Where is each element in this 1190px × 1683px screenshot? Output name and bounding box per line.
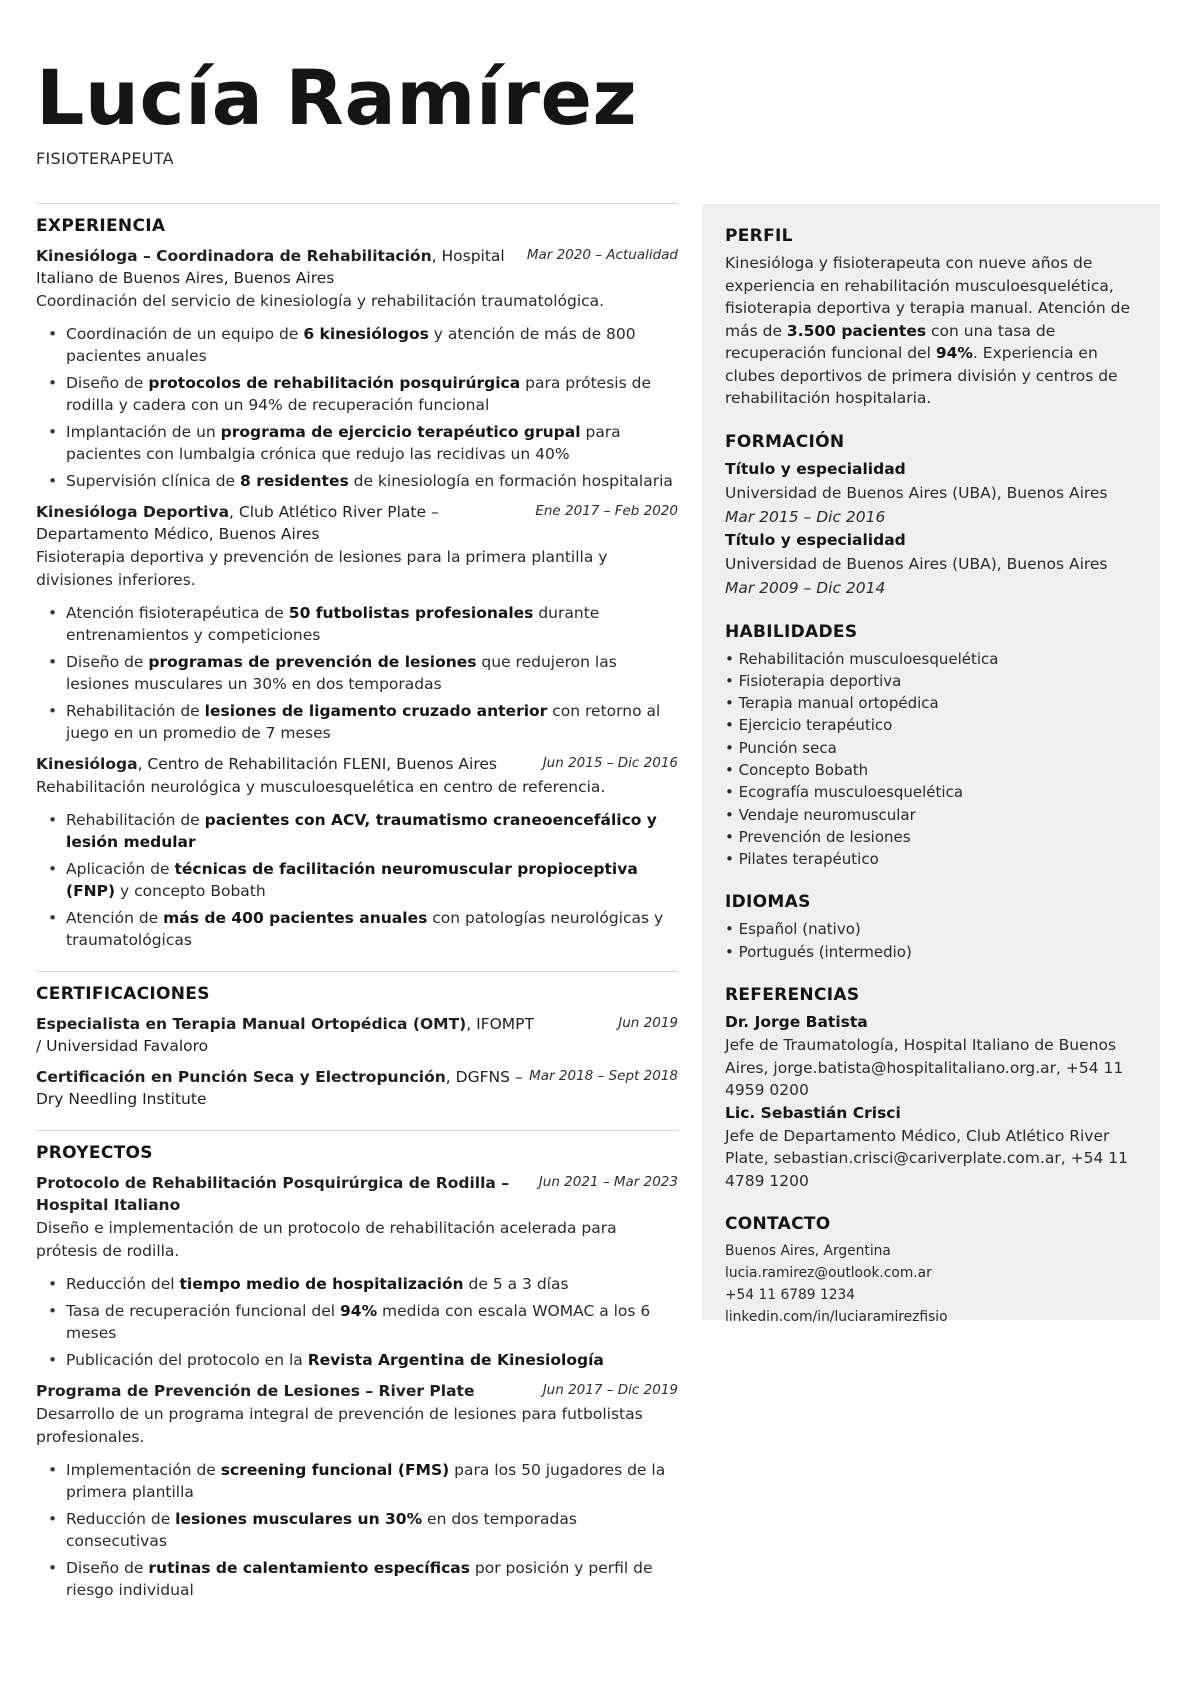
job-date: Ene 2017 – Feb 2020 xyxy=(535,503,678,519)
skill-item: • Pilates terapéutico xyxy=(725,850,879,869)
references-section xyxy=(725,985,1137,1192)
section-heading: FORMACIÓN xyxy=(725,431,845,452)
skills-section xyxy=(725,622,1137,871)
first-name: Lucía xyxy=(36,53,264,142)
job-title: FISIOTERAPEUTA xyxy=(36,149,174,168)
list-item: • Implantación de un programa de ejercicio terapéutico grupal para pacientes con lumbalgia crónica que redujo las recidivas un 40% xyxy=(56,421,678,465)
certification-name: Certificación en Punción Seca y Electropunción xyxy=(36,1068,446,1086)
education-section xyxy=(725,432,1137,600)
job-place: , Centro de Rehabilitación FLENI, Buenos Aires xyxy=(137,755,497,773)
project-results xyxy=(56,1459,678,1601)
list-item: • Atención fisioterapéutica de 50 futbolistas profesionales durante entrenamientos y competiciones xyxy=(56,602,678,646)
list-item: • Supervisión clínica de 8 residentes de kinesiología en formación hospitalaria xyxy=(56,470,678,492)
contact-section xyxy=(725,1214,1137,1328)
skill-item: • Ecografía musculoesquelética xyxy=(725,783,964,802)
candidate-name xyxy=(36,53,638,142)
skill-item: • Terapia manual ortopédica xyxy=(725,694,939,713)
certification-date: Mar 2018 – Sept 2018 xyxy=(529,1068,678,1084)
contact-linkedin[interactable]: linkedin.com/in/luciaramirezfisio xyxy=(725,1309,948,1326)
skill-item: • Rehabilitación musculoesquelética xyxy=(725,649,999,668)
section-heading: REFERENCIAS xyxy=(725,985,860,1006)
project-name: Programa de Prevención de Lesiones – River Plate xyxy=(36,1382,475,1400)
skill-item: • Vendaje neuromuscular xyxy=(725,805,916,824)
education-entry xyxy=(725,529,1137,600)
project-description: Desarrollo de un programa integral de prevención de lesiones para futbolistas profesionales. xyxy=(36,1405,643,1446)
reference-name: Dr. Jorge Batista xyxy=(725,1013,868,1032)
project-results xyxy=(56,1273,678,1371)
list-item: • Diseño de rutinas de calentamiento específicas por posición y perfil de riesgo individual xyxy=(56,1557,678,1601)
skill-item: • Ejercicio terapéutico xyxy=(725,716,893,735)
list-item: • Publicación del protocolo en la Revista Argentina de Kinesiología xyxy=(56,1349,678,1371)
job-place: , Hospital Italiano de Buenos Aires, Buenos Aires xyxy=(36,247,505,287)
reference-name: Lic. Sebastián Crisci xyxy=(725,1103,901,1122)
job-achievements xyxy=(56,323,678,492)
list-item: • Reducción de lesiones musculares un 30% en dos temporadas consecutivas xyxy=(56,1508,678,1552)
job-role: Kinesióloga Deportiva xyxy=(36,503,230,521)
education-date: Mar 2015 – Dic 2016 xyxy=(725,507,886,526)
project-description: Diseño e implementación de un protocolo de rehabilitación acelerada para prótesis de rodilla. xyxy=(36,1219,617,1260)
project-date: Jun 2021 – Mar 2023 xyxy=(538,1174,678,1190)
job-description: Fisioterapia deportiva y prevención de lesiones para la primera plantilla y divisiones inferiores. xyxy=(36,548,608,589)
project-name: Protocolo de Rehabilitación Posquirúrgica de Rodilla – Hospital Italiano xyxy=(36,1174,510,1214)
list-item: • Reducción del tiempo medio de hospitalización de 5 a 3 días xyxy=(56,1273,678,1295)
sidebar xyxy=(702,204,1160,1326)
skill-item: • Fisioterapia deportiva xyxy=(725,671,902,690)
list-item: • Atención de más de 400 pacientes anuales con patologías neurológicas y traumatológicas xyxy=(56,907,678,951)
list-item: • Aplicación de técnicas de facilitación neuromuscular propioceptiva (FNP) y concepto Bobath xyxy=(56,858,678,902)
list-item: • Coordinación de un equipo de 6 kinesiólogos y atención de más de 800 pacientes anuales xyxy=(56,323,678,367)
section-heading: HABILIDADES xyxy=(725,621,858,642)
job-achievements xyxy=(56,809,678,951)
list-item: • Diseño de protocolos de rehabilitación posquirúrgica para prótesis de rodilla y cadera con un 94% de recuperación funcional xyxy=(56,372,678,416)
institution: Universidad de Buenos Aires (UBA), Buenos Aires xyxy=(725,483,1108,502)
contact-email[interactable]: lucia.ramirez@outlook.com.ar xyxy=(725,1265,932,1282)
project-entry xyxy=(36,1380,678,1601)
certification-date: Jun 2019 xyxy=(618,1015,678,1031)
certification-issuer: , IFOMPT / Universidad Favaloro xyxy=(36,1015,534,1055)
section-heading: CONTACTO xyxy=(725,1214,831,1235)
reference-detail: Jefe de Traumatología, Hospital Italiano de Buenos Aires, jorge.batista@hospitalitaliano.org.ar, +54 11 4959 0200 xyxy=(725,1036,1124,1100)
list-item: • Diseño de programas de prevención de lesiones que redujeron las lesiones musculares un 30% en dos temporadas xyxy=(56,651,678,695)
profile-summary: Kinesióloga y fisioterapeuta con nueve años de experiencia en rehabilitación musculoesquelética, fisioterapia deportiva y terapia manual. Atención de más de 3.500 pacientes con una tasa de recuperación funcional del 94%. Experiencia en clubes deportivos de primera división y centros de rehabilitación hospitalaria. xyxy=(725,254,1130,407)
language-item: • Español (nativo) xyxy=(725,920,861,939)
certification-entry xyxy=(36,1013,678,1057)
job-achievements xyxy=(56,602,678,744)
skill-item: • Punción seca xyxy=(725,738,837,757)
job-place: , Club Atlético River Plate – Departamento Médico, Buenos Aires xyxy=(36,503,439,543)
contact-location: Buenos Aires, Argentina xyxy=(725,1243,891,1260)
section-heading: EXPERIENCIA xyxy=(36,216,166,236)
project-date: Jun 2017 – Dic 2019 xyxy=(542,1382,678,1398)
certifications-section xyxy=(36,971,678,1110)
experience-entry xyxy=(36,245,678,492)
profile-section xyxy=(725,226,1137,410)
education-entry xyxy=(725,458,1137,529)
projects-section xyxy=(36,1130,678,1601)
last-name: Ramírez xyxy=(285,53,638,142)
languages-section xyxy=(725,892,1137,963)
certification-name: Especialista en Terapia Manual Ortopédica (OMT) xyxy=(36,1015,467,1033)
experience-entry xyxy=(36,753,678,951)
language-item: • Portugués (intermedio) xyxy=(725,942,912,961)
list-item: • Implementación de screening funcional (FMS) para los 50 jugadores de la primera plantilla xyxy=(56,1459,678,1503)
certification-entry xyxy=(36,1066,678,1110)
reference-detail: Jefe de Departamento Médico, Club Atlético River Plate, sebastian.crisci@cariverplate.com.ar, +54 11 4789 1200 xyxy=(725,1126,1128,1190)
section-heading: IDIOMAS xyxy=(725,892,811,913)
job-role: Kinesióloga xyxy=(36,755,138,773)
degree-title: Título y especialidad xyxy=(725,530,906,549)
skill-item: • Prevención de lesiones xyxy=(725,827,911,846)
job-description: Rehabilitación neurológica y musculoesquelética en centro de referencia. xyxy=(36,778,606,796)
skill-item: • Concepto Bobath xyxy=(725,760,869,779)
list-item: • Tasa de recuperación funcional del 94% medida con escala WOMAC a los 6 meses xyxy=(56,1300,678,1344)
section-heading: CERTIFICACIONES xyxy=(36,984,210,1004)
section-heading: PERFIL xyxy=(725,226,793,246)
list-item: • Rehabilitación de pacientes con ACV, traumatismo craneoencefálico y lesión medular xyxy=(56,809,678,853)
section-heading: PROYECTOS xyxy=(36,1143,153,1163)
list-item: • Rehabilitación de lesiones de ligamento cruzado anterior con retorno al juego en un promedio de 7 meses xyxy=(56,700,678,744)
institution: Universidad de Buenos Aires (UBA), Buenos Aires xyxy=(725,554,1108,573)
experience-section xyxy=(36,203,678,951)
degree-title: Título y especialidad xyxy=(725,459,906,478)
contact-phone[interactable]: +54 11 6789 1234 xyxy=(725,1287,856,1304)
job-date: Mar 2020 – Actualidad xyxy=(526,247,678,263)
certification-issuer: , DGFNS – Dry Needling Institute xyxy=(36,1068,523,1108)
job-date: Jun 2015 – Dic 2016 xyxy=(542,755,678,771)
project-entry xyxy=(36,1172,678,1371)
job-description: Coordinación del servicio de kinesiología y rehabilitación traumatológica. xyxy=(36,292,605,310)
job-role: Kinesióloga – Coordinadora de Rehabilitación xyxy=(36,247,432,265)
experience-entry xyxy=(36,501,678,744)
education-date: Mar 2009 – Dic 2014 xyxy=(725,578,886,597)
main-column xyxy=(36,203,678,1610)
